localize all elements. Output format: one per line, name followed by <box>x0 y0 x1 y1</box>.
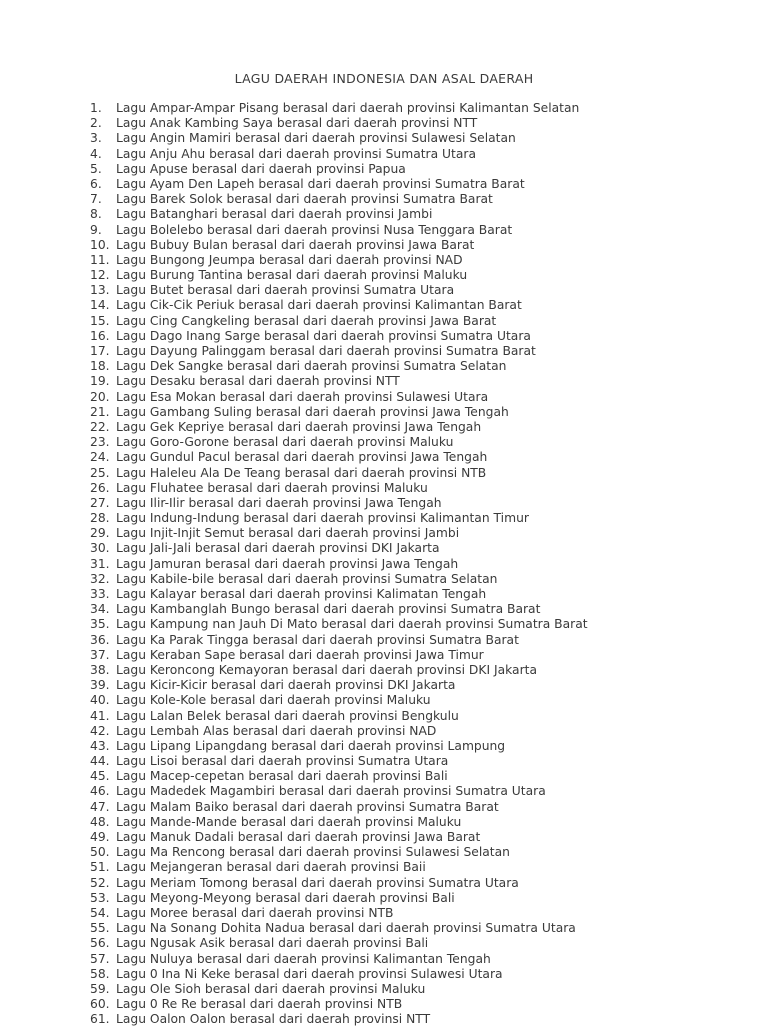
list-item-number: 58. <box>90 966 110 981</box>
list-item-number: 33. <box>90 587 110 601</box>
list-item-text: Lagu Anak Kambing Saya berasal dari daerah provinsi NTT <box>116 116 478 131</box>
list-item-text: Lagu Kole-Kole berasal dari daerah provinsi Maluku <box>116 693 431 708</box>
list-item <box>90 815 588 830</box>
list-item-text: Lagu Gek Kepriye berasal dari daerah provinsi Jawa Tengah <box>116 419 482 434</box>
list-item <box>90 906 588 921</box>
list-item-text: Lagu Dayung Palinggam berasal dari daerah provinsi Sumatra Barat <box>116 344 536 358</box>
list-item-number: 53. <box>90 890 110 905</box>
list-item-text: Lagu Na Sonang Dohita Nadua berasal dari daerah provinsi Sumatra Utara <box>116 921 576 936</box>
list-item <box>90 648 588 663</box>
list-item-number: 28. <box>90 511 110 526</box>
list-item-text: Lagu Kicir-Kicir berasal dari daerah provinsi DKI Jakarta <box>116 678 456 693</box>
list-item-text: Lagu Desaku berasal dari daerah provinsi NTT <box>116 374 400 389</box>
list-item-number: 2. <box>90 116 102 131</box>
list-item <box>90 784 588 799</box>
list-item-text: Lagu Cing Cangkeling berasal dari daerah provinsi Jawa Barat <box>116 313 497 328</box>
list-item-number: 9. <box>90 222 102 237</box>
list-item <box>90 298 588 313</box>
list-item-number: 30. <box>90 541 110 556</box>
list-item-number: 56. <box>90 936 110 951</box>
list-item-text: Lagu Gambang Suling berasal dari daerah provinsi Jawa Tengah <box>116 404 509 419</box>
list-item <box>90 511 588 526</box>
list-item-text: Lagu Haleleu Ala De Teang berasal dari daerah provinsi NTB <box>116 465 487 480</box>
list-item-number: 6. <box>90 176 102 191</box>
list-item <box>90 921 588 936</box>
list-item <box>90 541 588 556</box>
list-item-number: 51. <box>90 860 110 875</box>
list-item-text: Lagu Oalon Oalon berasal dari daerah provinsi NTT <box>116 1012 431 1027</box>
list-item-text: Lagu Dago Inang Sarge berasal dari daerah provinsi Sumatra Utara <box>116 328 531 343</box>
list-item-text: Lagu Lipang Lipangdang berasal dari daerah provinsi Lampung <box>116 738 506 753</box>
list-item <box>90 283 588 298</box>
list-item <box>90 860 588 875</box>
list-item <box>90 769 588 784</box>
list-item <box>90 709 588 724</box>
list-item <box>90 496 588 511</box>
list-item-text: Lagu Kabile-bile berasal dari daerah provinsi Sumatra Selatan <box>116 571 498 586</box>
list-item-number: 5. <box>90 161 102 176</box>
list-item <box>90 572 588 587</box>
list-item-number: 23. <box>90 435 110 450</box>
list-item <box>90 1012 588 1027</box>
list-item-number: 4. <box>90 146 102 161</box>
list-item-text: Lagu Bungong Jeumpa berasal dari daerah provinsi NAD <box>116 252 463 267</box>
song-list <box>90 101 588 1027</box>
list-item-text: Lagu Malam Baiko berasal dari daerah provinsi Sumatra Barat <box>116 799 499 814</box>
list-item-text: Lagu Butet berasal dari daerah provinsi Sumatra Utara <box>116 283 455 298</box>
list-item <box>90 830 588 845</box>
list-item-number: 25. <box>90 465 110 480</box>
list-item <box>90 207 588 222</box>
list-item-text: Lagu Jamuran berasal dari daerah provinsi Jawa Tengah <box>116 556 459 571</box>
list-item-text: Lagu Ngusak Asik berasal dari daerah provinsi Bali <box>116 936 429 951</box>
list-item-number: 10. <box>90 237 110 252</box>
list-item-number: 16. <box>90 328 110 343</box>
list-item-text: Lagu Keroncong Kemayoran berasal dari daerah provinsi DKI Jakarta <box>116 662 537 677</box>
list-item-text: Lagu Ka Parak Tingga berasal dari daerah provinsi Sumatra Barat <box>116 632 519 647</box>
list-item-text: Lagu Mejangeran berasal dari daerah provinsi Baii <box>116 860 426 875</box>
list-item-text: Lagu Injit-Injit Semut berasal dari daerah provinsi Jambi <box>116 526 460 541</box>
list-item <box>90 800 588 815</box>
list-item-number: 43. <box>90 738 110 753</box>
list-item <box>90 587 588 602</box>
list-item-text: Lagu Batanghari berasal dari daerah provinsi Jambi <box>116 207 433 222</box>
list-item-text: Lagu Ampar-Ampar Pisang berasal dari daerah provinsi Kalimantan Selatan <box>116 101 580 115</box>
list-item-number: 17. <box>90 344 110 358</box>
list-item <box>90 253 588 268</box>
list-item-text: Lagu Bolelebo berasal dari daerah provinsi Nusa Tenggara Barat <box>116 222 513 237</box>
list-item-number: 57. <box>90 951 110 966</box>
list-item-text: Lagu Ayam Den Lapeh berasal dari daerah provinsi Sumatra Barat <box>116 176 525 191</box>
list-item <box>90 374 588 389</box>
list-item <box>90 238 588 253</box>
list-item-text: Lagu Meriam Tomong berasal dari daerah provinsi Sumatra Utara <box>116 875 519 890</box>
list-item-text: Lagu Goro-Gorone berasal dari daerah provinsi Maluku <box>116 435 454 450</box>
list-item-number: 48. <box>90 814 110 829</box>
list-item-number: 15. <box>90 313 110 328</box>
list-item <box>90 876 588 891</box>
list-item-number: 29. <box>90 526 110 541</box>
list-item-number: 34. <box>90 602 110 617</box>
list-item-number: 46. <box>90 784 110 799</box>
list-item-number: 1. <box>90 101 102 115</box>
list-item-text: Lagu Lisoi berasal dari daerah provinsi Sumatra Utara <box>116 754 449 769</box>
list-item <box>90 678 588 693</box>
list-item-number: 40. <box>90 693 110 708</box>
list-item <box>90 147 588 162</box>
list-item-text: Lagu Burung Tantina berasal dari daerah provinsi Maluku <box>116 268 468 283</box>
list-item <box>90 344 588 359</box>
list-item-number: 21. <box>90 404 110 419</box>
list-item-text: Lagu Macep-cepetan berasal dari daerah provinsi Bali <box>116 769 448 784</box>
list-item-text: Lagu Mande-Mande berasal dari daerah provinsi Maluku <box>116 814 462 829</box>
list-item <box>90 177 588 192</box>
list-item-number: 35. <box>90 617 110 632</box>
list-item-text: Lagu Bubuy Bulan berasal dari daerah provinsi Jawa Barat <box>116 237 475 252</box>
list-item <box>90 739 588 754</box>
list-item <box>90 192 588 207</box>
list-item <box>90 845 588 860</box>
list-item <box>90 967 588 982</box>
list-item-text: Lagu Ilir-Ilir berasal dari daerah provinsi Jawa Tengah <box>116 495 442 510</box>
list-item-text: Lagu Lalan Belek berasal dari daerah provinsi Bengkulu <box>116 708 459 723</box>
list-item <box>90 982 588 997</box>
list-item-number: 41. <box>90 708 110 723</box>
list-item <box>90 633 588 648</box>
list-item-number: 38. <box>90 662 110 677</box>
list-item-text: Lagu Kampung nan Jauh Di Mato berasal dari daerah provinsi Sumatra Barat <box>116 617 588 632</box>
list-item-text: Lagu 0 Re Re berasal dari daerah provinsi NTB <box>116 997 403 1012</box>
list-item <box>90 359 588 374</box>
list-item-number: 3. <box>90 131 102 146</box>
list-item-text: Lagu Ole Sioh berasal dari daerah provinsi Maluku <box>116 981 426 996</box>
list-item <box>90 450 588 465</box>
list-item-number: 20. <box>90 389 110 404</box>
list-item-text: Lagu Dek Sangke berasal dari daerah provinsi Sumatra Selatan <box>116 359 507 374</box>
list-item-number: 39. <box>90 678 110 693</box>
list-item <box>90 936 588 951</box>
list-item <box>90 754 588 769</box>
list-item-text: Lagu Barek Solok berasal dari daerah provinsi Sumatra Barat <box>116 192 493 207</box>
list-item <box>90 329 588 344</box>
list-item <box>90 466 588 481</box>
list-item <box>90 602 588 617</box>
list-item-number: 26. <box>90 480 110 495</box>
list-item <box>90 891 588 906</box>
list-item-text: Lagu Kalayar berasal dari daerah provinsi Kalimatan Tengah <box>116 587 487 601</box>
list-item-number: 60. <box>90 997 110 1012</box>
list-item-number: 18. <box>90 359 110 374</box>
list-item-text: Lagu Ma Rencong berasal dari daerah provinsi Sulawesi Selatan <box>116 845 510 860</box>
list-item <box>90 693 588 708</box>
page-title: LAGU DAERAH INDONESIA DAN ASAL DAERAH <box>234 71 534 86</box>
list-item-text: Lagu Manuk Dadali berasal dari daerah provinsi Jawa Barat <box>116 830 481 844</box>
list-item <box>90 390 588 405</box>
list-item-number: 61. <box>90 1012 110 1027</box>
list-item-text: Lagu Lembah Alas berasal dari daerah provinsi NAD <box>116 723 437 738</box>
list-item-text: Lagu Indung-Indung berasal dari daerah provinsi Kalimantan Timur <box>116 511 529 526</box>
list-item <box>90 405 588 420</box>
list-item-number: 22. <box>90 419 110 434</box>
list-item-number: 7. <box>90 192 102 207</box>
list-item <box>90 162 588 177</box>
list-item-number: 42. <box>90 723 110 738</box>
list-item <box>90 481 588 496</box>
list-item-number: 59. <box>90 981 110 996</box>
list-item-number: 52. <box>90 875 110 890</box>
list-item-text: Lagu Angin Mamiri berasal dari daerah provinsi Sulawesi Selatan <box>116 131 516 146</box>
list-item-number: 55. <box>90 921 110 936</box>
list-item-number: 50. <box>90 845 110 860</box>
list-item-text: Lagu Keraban Sape berasal dari daerah provinsi Jawa Timur <box>116 647 484 662</box>
list-item-number: 45. <box>90 769 110 784</box>
list-item <box>90 557 588 572</box>
list-item <box>90 116 588 131</box>
list-item-number: 31. <box>90 556 110 571</box>
list-item-text: Lagu Esa Mokan berasal dari daerah provinsi Sulawesi Utara <box>116 389 489 404</box>
list-item-text: Lagu Meyong-Meyong berasal dari daerah provinsi Bali <box>116 890 455 905</box>
list-item-number: 11. <box>90 252 110 267</box>
list-item <box>90 314 588 329</box>
list-item <box>90 526 588 541</box>
list-item-text: Lagu Jali-Jali berasal dari daerah provinsi DKI Jakarta <box>116 541 440 556</box>
list-item-text: Lagu Madedek Magambiri berasal dari daerah provinsi Sumatra Utara <box>116 784 546 799</box>
list-item-number: 49. <box>90 830 110 844</box>
list-item-number: 44. <box>90 754 110 769</box>
list-item-number: 54. <box>90 905 110 920</box>
list-item <box>90 997 588 1012</box>
list-item-text: Lagu Apuse berasal dari daerah provinsi Papua <box>116 161 406 176</box>
list-item-text: Lagu Cik-Cik Periuk berasal dari daerah provinsi Kalimantan Barat <box>116 298 522 313</box>
list-item-text: Lagu Kambanglah Bungo berasal dari daerah provinsi Sumatra Barat <box>116 602 541 617</box>
list-item-text: Lagu Gundul Pacul berasal dari daerah provinsi Jawa Tengah <box>116 450 488 465</box>
list-item <box>90 268 588 283</box>
list-item-number: 8. <box>90 207 102 222</box>
list-item <box>90 617 588 632</box>
list-item-number: 13. <box>90 283 110 298</box>
list-item <box>90 420 588 435</box>
list-item-number: 12. <box>90 268 110 283</box>
list-item <box>90 952 588 967</box>
list-item <box>90 131 588 146</box>
list-item-text: Lagu Nuluya berasal dari daerah provinsi Kalimantan Tengah <box>116 951 491 966</box>
list-item <box>90 101 588 116</box>
list-item-number: 19. <box>90 374 110 389</box>
list-item <box>90 724 588 739</box>
list-item-text: Lagu 0 Ina Ni Keke berasal dari daerah provinsi Sulawesi Utara <box>116 966 503 981</box>
list-item-text: Lagu Anju Ahu berasal dari daerah provinsi Sumatra Utara <box>116 146 476 161</box>
list-item-number: 47. <box>90 799 110 814</box>
list-item-text: Lagu Moree berasal dari daerah provinsi NTB <box>116 905 394 920</box>
list-item-number: 36. <box>90 632 110 647</box>
list-item-number: 32. <box>90 571 110 586</box>
list-item-number: 24. <box>90 450 110 465</box>
list-item-number: 37. <box>90 647 110 662</box>
list-item <box>90 435 588 450</box>
list-item <box>90 663 588 678</box>
list-item <box>90 223 588 238</box>
list-item-text: Lagu Fluhatee berasal dari daerah provinsi Maluku <box>116 480 428 495</box>
list-item-number: 27. <box>90 495 110 510</box>
list-item-number: 14. <box>90 298 110 313</box>
